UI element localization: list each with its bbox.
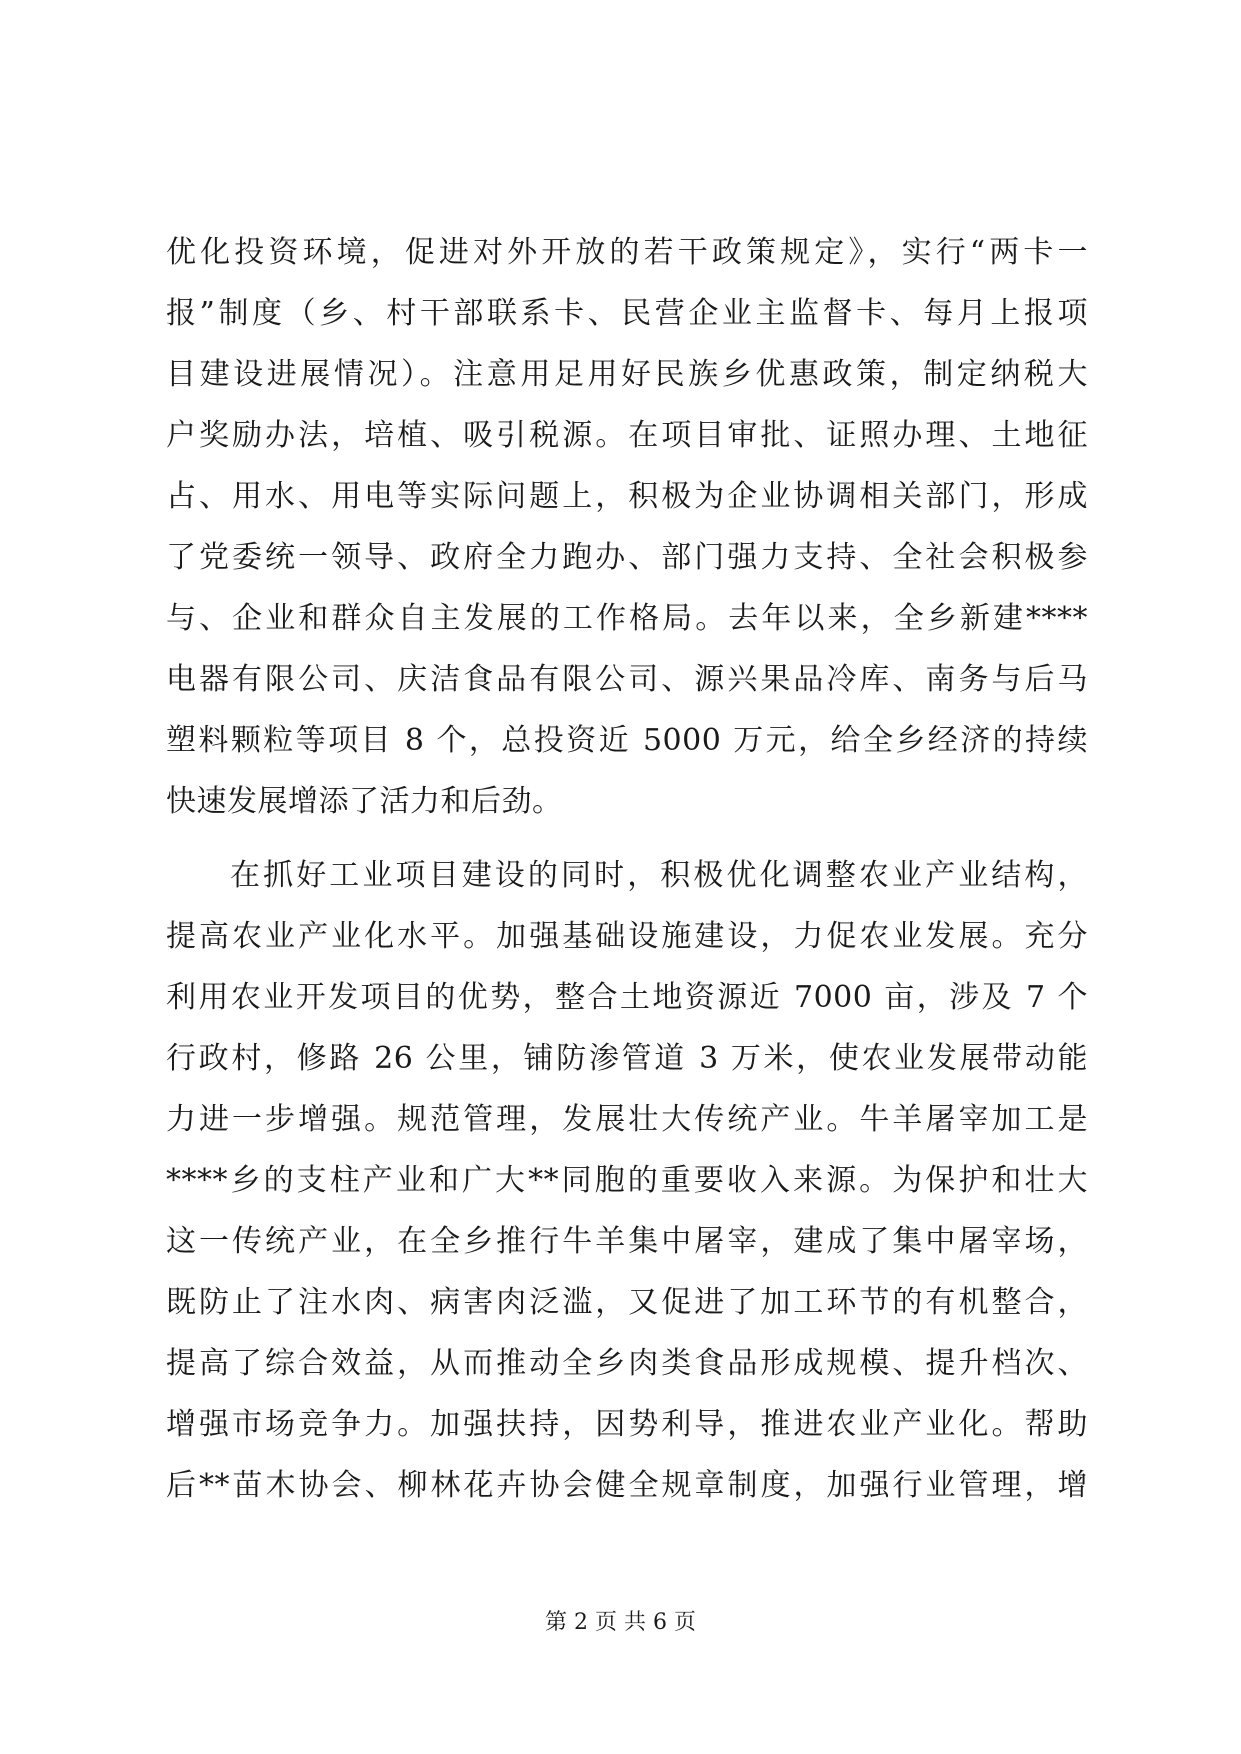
- body-text: [166, 222, 1088, 1516]
- paragraph-2: [166, 845, 1088, 1516]
- text-line: 既防止了注水肉、病害肉泛滥，又促进了加工环节的有机整合，: [166, 1285, 1088, 1320]
- text-line: 提高农业产业化水平。加强基础设施建设，力促农业发展。充分: [166, 919, 1088, 954]
- text-line: 利用农业开发项目的优势，整合土地资源近 7000 亩，涉及 7 个: [166, 980, 1088, 1015]
- text-line: 目建设进展情况）。注意用足用好民族乡优惠政策，制定纳税大: [166, 357, 1088, 392]
- page-number-footer: 第 2 页 共 6 页: [545, 1610, 696, 1635]
- text-line: 快速发展增添了活力和后劲。: [166, 784, 563, 819]
- text-line: 了党委统一领导、政府全力跑办、部门强力支持、全社会积极参: [166, 540, 1088, 575]
- text-line: 提高了综合效益，从而推动全乡肉类食品形成规模、提升档次、: [166, 1346, 1088, 1381]
- text-line: 在抓好工业项目建设的同时，积极优化调整农业产业结构，: [230, 858, 1088, 893]
- text-line: 增强市场竞争力。加强扶持，因势利导，推进农业产业化。帮助: [166, 1407, 1088, 1442]
- text-line: 户奖励办法，培植、吸引税源。在项目审批、证照办理、土地征: [166, 418, 1088, 453]
- text-line: 报”制度（乡、村干部联系卡、民营企业主监督卡、每月上报项: [166, 296, 1088, 331]
- paragraph-1: [166, 222, 1088, 832]
- text-line: 电器有限公司、庆洁食品有限公司、源兴果品冷库、南务与后马: [166, 662, 1088, 697]
- text-line: 占、用水、用电等实际问题上，积极为企业协调相关部门，形成: [166, 479, 1088, 514]
- text-line: ****乡的支柱产业和广大**同胞的重要收入来源。为保护和壮大: [166, 1163, 1088, 1198]
- text-line: 行政村，修路 26 公里，铺防渗管道 3 万米，使农业发展带动能: [166, 1041, 1088, 1076]
- text-line: 与、企业和群众自主发展的工作格局。去年以来，全乡新建****: [166, 601, 1088, 636]
- text-line: 优化投资环境，促进对外开放的若干政策规定》，实行“两卡一: [166, 235, 1088, 270]
- text-line: 力进一步增强。规范管理，发展壮大传统产业。牛羊屠宰加工是: [166, 1102, 1088, 1137]
- text-line: 塑料颗粒等项目 8 个，总投资近 5000 万元，给全乡经济的持续: [166, 723, 1088, 758]
- text-line: 这一传统产业，在全乡推行牛羊集中屠宰，建成了集中屠宰场，: [166, 1224, 1088, 1259]
- text-line: 后**苗木协会、柳林花卉协会健全规章制度，加强行业管理，增: [166, 1468, 1088, 1503]
